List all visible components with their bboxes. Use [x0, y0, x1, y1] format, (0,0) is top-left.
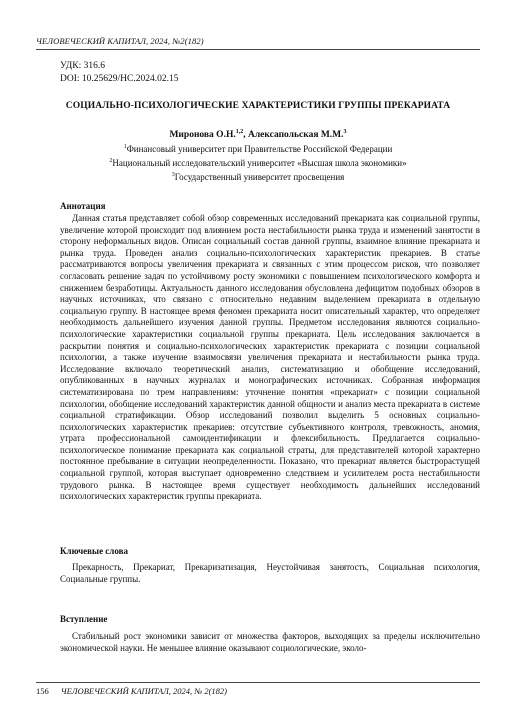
abstract-text: Данная статья представляет собой обзор современных исследований прекариата как социальной группы, увеличение которой происходит под влиянием роста нестабильности рынка труда и изменений занятости в сторону неформальных видов. Описан социальный состав данной группы, взаимное влияние прекариата и рынка труда. Проведен анализ социально-психологических характеристик прекариев. В статье рассматриваются вопросы увеличения прекариата и связанных с этим процессом рисков, что позволяет согласовать решение задач по устойчивому росту экономики с повышением психологического комфорта и снижением безработицы. Актуальность данного исследования обусловлена дефицитом подобных обзоров в научных источниках, что связано с относительно недавним выделением прекариата в отдельную социальную группу. В настоящее время феномен прекариата носит описательный характер, что определяет необходимость дальнейшего изучения данной группы. Предметом исследования являются социально-психологические характеристики социальной группы прекариата. Цель исследования заключается в раскрытии понятия и социально-психологических характеристик прекариата с позиции социальной психологии, а также изучение взаимосвязи увеличения прекариата и нестабильности рынка труда. Исследование включало теоретический анализ, систематизацию и обобщение исследований, опубликованных в научных журналах и монографических источниках. Собранная информация систематизирована по трем направлениям: уточнение понятия «прекариат» с позиции социальной психологии, обобщение исследований характеристик данной общности и анализ места прекариата в системе социальной стратификации. Обзор исследований позволил выделить 5 основных социально-психологических характеристик прекариев: отсутствие субъективного контроля, тревожность, аномия, утрата профессиональной самоидентификации и флексибильность. Предлагается социально-психологическое понимание прекариата как социальной страты, для представителей которой характерно постоянное пребывание в ситуации неопределенности. Показано, что прекариат является быстрорастущей социальной группой, которая выступает одновременно следствием и усилителем роста нестабильности трудового рынка. В настоящее время существует необходимость дальнейших исследований психологических характеристик группы прекариата.: [60, 213, 480, 502]
udk-code: УДК: 316.6: [60, 61, 105, 71]
keywords-text: Прекарность, Прекариат, Прекаризатизация, Неустойчивая занятость, Социальная психология, Социальные группы.: [60, 562, 480, 584]
affiliation-text: Национальный исследовательский университет «Высшая школа экономики»: [112, 158, 407, 168]
page-footer: [36, 682, 480, 696]
affiliation-3: [36, 171, 480, 184]
author-2: Алексапольская М.М.: [247, 130, 344, 140]
affiliation-mark: 3: [171, 172, 175, 178]
affiliation-text: Финансовый университет при Правительстве Российской Федерации: [126, 144, 393, 154]
author-1-affil-mark: 1,2: [235, 128, 244, 135]
intro-text: Стабильный рост экономики зависит от множества факторов, выходящих за пределы исключительно экономической науки. Не меньшее влияние оказывают социологические, эколо-: [60, 631, 480, 653]
footer-journal: ЧЕЛОВЕЧЕСКИЙ КАПИТАЛ, 2024, № 2(182): [60, 686, 228, 696]
abstract-heading: Аннотация: [60, 201, 106, 211]
doi: DOI: 10.25629/HC.2024.02.15: [60, 74, 179, 84]
affiliation-mark: 2: [109, 158, 113, 164]
affiliation-text: Государственный университет просвещения: [174, 172, 345, 182]
keywords-heading: Ключевые слова: [60, 546, 128, 556]
affiliation-1: [36, 143, 480, 156]
affiliation-mark: 1: [123, 144, 127, 150]
intro-heading: Вступление: [60, 614, 108, 624]
running-header: ЧЕЛОВЕЧЕСКИЙ КАПИТАЛ, 2024, №2(182): [36, 36, 480, 50]
author-separator: ,: [243, 130, 248, 140]
article-meta: [60, 60, 179, 86]
affiliation-2: [36, 157, 480, 170]
article-title: СОЦИАЛЬНО-ПСИХОЛОГИЧЕСКИЕ ХАРАКТЕРИСТИКИ ГРУППЫ ПРЕКАРИАТА: [65, 101, 451, 111]
author-line: [36, 130, 480, 140]
author-1: Миронова О.Н.: [169, 130, 236, 140]
author-2-affil-mark: 3: [343, 128, 347, 135]
page-number: 156: [36, 686, 49, 696]
